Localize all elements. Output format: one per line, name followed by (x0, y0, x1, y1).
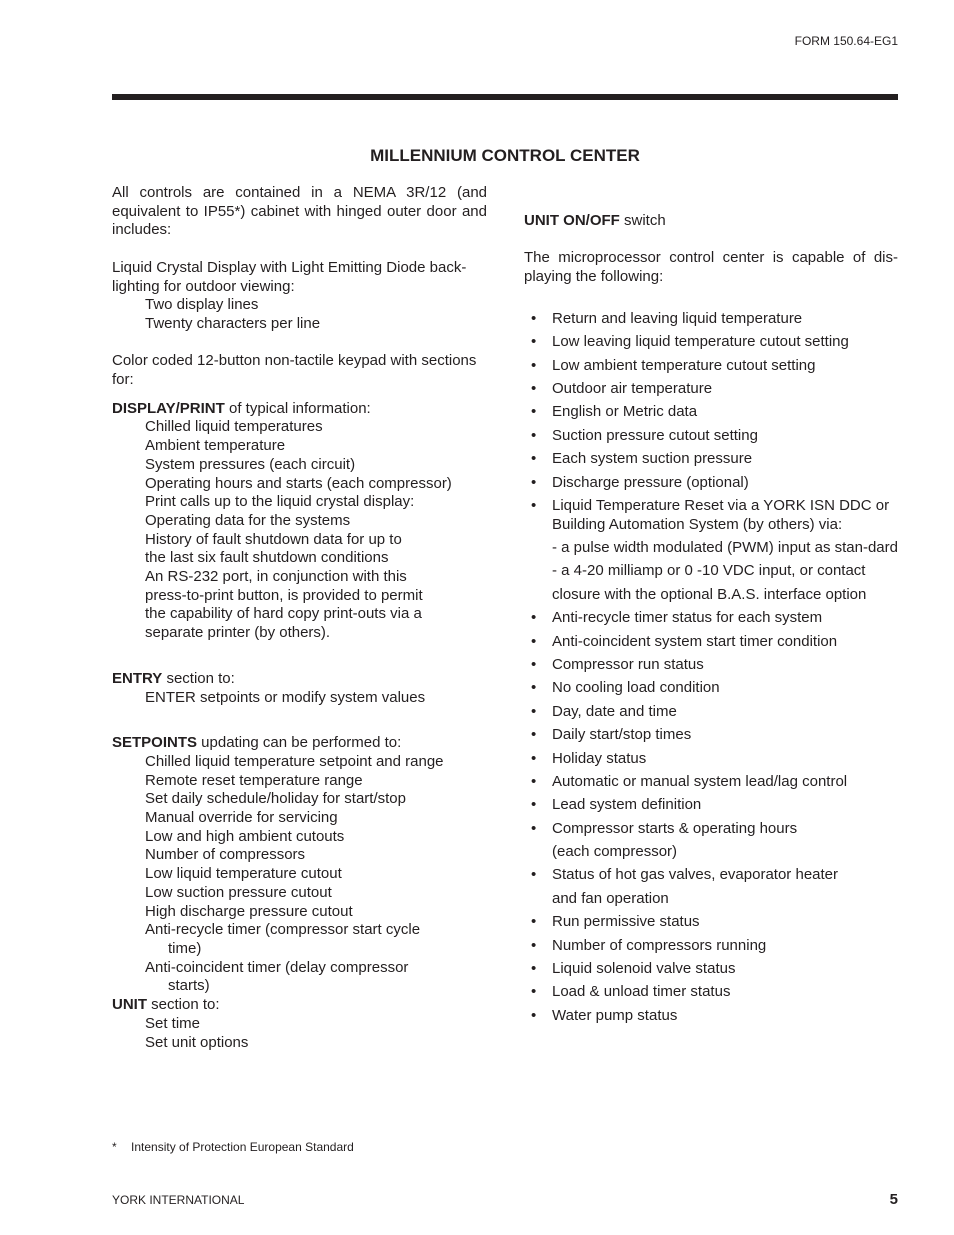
list-item: • Holiday status (524, 750, 898, 769)
list-item: • Liquid solenoid valve status (524, 960, 898, 979)
lcd-item: Twenty characters per line (145, 314, 321, 332)
list-item: • Load & unload timer status (524, 983, 898, 1002)
display-print-item: the capability of hard copy print-outs via a (145, 605, 422, 623)
setpoints-item: Remote reset temperature range (145, 771, 363, 789)
entry-rest: section to: (162, 669, 235, 687)
setpoints-item: Manual override for servicing (145, 809, 338, 827)
display-print-item: separate printer (by others). (145, 624, 331, 642)
unit-heading (112, 996, 487, 1015)
list-item: • Day, date and time (524, 703, 898, 722)
display-capabilities-list (524, 913, 898, 1025)
setpoints-item-continuation: time) (168, 939, 202, 957)
list-item: • Liquid Temperature Reset via a YORK ISN DDC or Building Automation System (by others) via: (524, 497, 898, 534)
list-item: • Daily start/stop times (524, 726, 898, 745)
capable-intro: The microprocessor control center is capable of dis-playing the following: (524, 249, 898, 286)
setpoints-heading (112, 734, 487, 753)
setpoints-item: Number of compressors (145, 846, 306, 864)
setpoints-item: Set daily schedule/holiday for start/stop (145, 790, 406, 808)
display-capabilities-list (524, 609, 898, 838)
setpoints-item: Chilled liquid temperature setpoint and range (145, 752, 444, 770)
footnote (112, 1140, 354, 1154)
setpoints-item: Low suction pressure cutout (145, 883, 332, 901)
list-item: • Low leaving liquid temperature cutout setting (524, 333, 898, 352)
list-item: • Lead system definition (524, 796, 898, 815)
display-print-item: System pressures (each circuit) (145, 455, 356, 473)
list-item: • Compressor starts & operating hours (524, 820, 898, 839)
display-print-item: press-to-print button, is provided to permit (145, 586, 423, 604)
keypad-intro: Color coded 12-button non-tactile keypad with sections for: (112, 352, 477, 388)
lcd-item: Two display lines (145, 296, 259, 314)
unit-item: Set unit options (145, 1033, 249, 1051)
footnote-text: Intensity of Protection European Standard (131, 1140, 354, 1154)
entry-item: ENTER setpoints or modify system values (145, 688, 426, 706)
display-print-item: Print calls up to the liquid crystal display: (145, 493, 415, 511)
right-column (524, 212, 898, 1030)
list-item-continuation: and fan operation (552, 889, 669, 907)
reset-sub-item-continuation: closure with the optional B.A.S. interface option (552, 585, 867, 603)
list-item: • Discharge pressure (optional) (524, 474, 898, 493)
entry-label: ENTRY (112, 669, 163, 687)
page-number: 5 (889, 1191, 898, 1208)
form-number: FORM 150.64-EG1 (794, 34, 898, 48)
intro-paragraph: All controls are contained in a NEMA 3R/12 (and equivalent to IP55*) cabinet with hinged outer door and includes: (112, 184, 487, 239)
switch-rest: switch (619, 212, 666, 229)
display-print-item: Operating hours and starts (each compressor) (145, 474, 452, 492)
setpoints-rest: updating can be performed to: (197, 734, 402, 752)
setpoints-item: High discharge pressure cutout (145, 902, 353, 920)
list-item: • Anti-coincident system start timer condition (524, 633, 898, 652)
list-item: • Status of hot gas valves, evaporator heater (524, 866, 898, 885)
display-print-item: Chilled liquid temperatures (145, 418, 323, 436)
list-item: • Run permissive status (524, 913, 898, 932)
display-print-item: History of fault shutdown data for up to (145, 530, 402, 548)
entry-heading (112, 670, 487, 689)
footnote-symbol: * (112, 1140, 117, 1154)
setpoints-item: Anti-recycle timer (compressor start cycle (145, 921, 421, 939)
display-print-item: the last six fault shutdown conditions (145, 549, 389, 567)
left-column (112, 184, 487, 1052)
display-print-heading (112, 400, 487, 419)
lcd-intro: Liquid Crystal Display with Light Emitting Diode back-lighting for outdoor viewing: (112, 258, 467, 295)
list-item: • Automatic or manual system lead/lag control (524, 773, 898, 792)
reset-sub-item: - a pulse width modulated (PWM) input as stan-dard (552, 539, 898, 557)
switch-line (524, 212, 898, 231)
unit-label: UNIT (112, 996, 147, 1014)
unit-rest: section to: (147, 996, 220, 1014)
list-item: • English or Metric data (524, 403, 898, 422)
display-print-label: DISPLAY/PRINT (112, 399, 225, 417)
setpoints-item: Low liquid temperature cutout (145, 865, 342, 883)
display-capabilities-list (524, 866, 898, 885)
list-item-continuation: (each compressor) (552, 843, 678, 861)
display-print-rest: of typical information: (224, 399, 371, 417)
list-item: • Water pump status (524, 1007, 898, 1026)
header-rule (112, 94, 898, 100)
list-item: • Low ambient temperature cutout setting (524, 357, 898, 376)
unit-item: Set time (145, 1014, 201, 1032)
list-item: • Number of compressors running (524, 937, 898, 956)
display-capabilities-list (524, 310, 898, 535)
list-item: • Anti-recycle timer status for each system (524, 609, 898, 628)
list-item: • Return and leaving liquid temperature (524, 310, 898, 329)
reset-sub-item: - a 4-20 milliamp or 0 -10 VDC input, or contact (552, 562, 866, 580)
list-item: • Suction pressure cutout setting (524, 427, 898, 446)
list-item: • Compressor run status (524, 656, 898, 675)
footer-company: YORK INTERNATIONAL (112, 1193, 245, 1207)
list-item: • Outdoor air temperature (524, 380, 898, 399)
setpoints-item: Low and high ambient cutouts (145, 827, 345, 845)
display-print-item: Ambient temperature (145, 437, 286, 455)
list-item: • No cooling load condition (524, 679, 898, 698)
display-print-item: An RS-232 port, in conjunction with this (145, 568, 407, 586)
display-print-item: Operating data for the systems (145, 511, 351, 529)
list-item: • Each system suction pressure (524, 450, 898, 469)
switch-label: UNIT ON/OFF (524, 212, 620, 229)
setpoints-item: Anti-coincident timer (delay compressor (145, 958, 409, 976)
setpoints-label: SETPOINTS (112, 734, 198, 752)
section-title: MILLENNIUM CONTROL CENTER (370, 146, 640, 165)
setpoints-item-continuation: starts) (168, 977, 210, 995)
